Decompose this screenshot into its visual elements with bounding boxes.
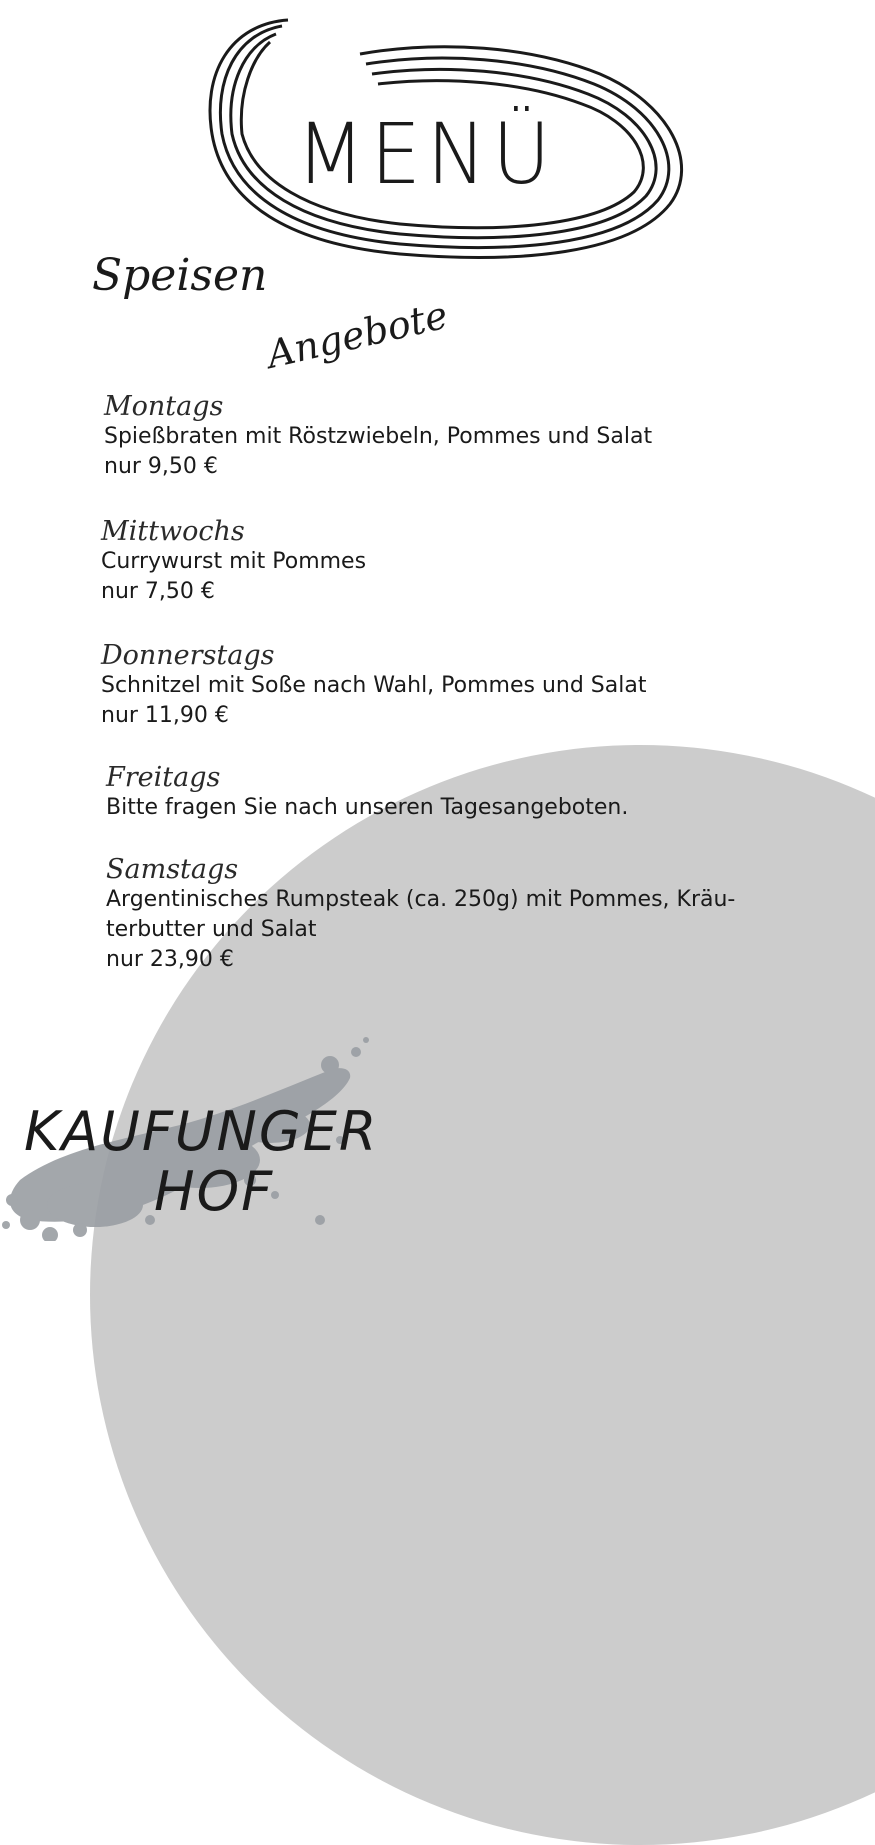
day-name: Freitags bbox=[106, 762, 221, 793]
dish-description-line-2: terbutter und Salat bbox=[106, 917, 317, 942]
offer-thursday bbox=[101, 641, 781, 731]
dish-price: nur 9,50 € bbox=[104, 454, 218, 479]
section-title-speisen: Speisen bbox=[92, 250, 268, 301]
dish-description: Schnitzel mit Soße nach Wahl, Pommes und Salat bbox=[101, 673, 647, 698]
menu-title: MENÜ bbox=[296, 105, 557, 203]
logo-line-hof: HOF bbox=[154, 1160, 275, 1223]
logo-line-kaufunger: KAUFUNGER bbox=[24, 1100, 379, 1163]
offer-wednesday bbox=[101, 517, 781, 607]
day-name: Donnerstags bbox=[101, 640, 275, 671]
dish-description: Spießbraten mit Röstzwiebeln, Pommes und Salat bbox=[104, 424, 653, 449]
restaurant-logo bbox=[24, 1102, 424, 1222]
dish-price: nur 11,90 € bbox=[101, 703, 229, 728]
offer-saturday bbox=[106, 855, 786, 975]
dish-price: nur 7,50 € bbox=[101, 579, 215, 604]
day-name: Mittwochs bbox=[101, 516, 245, 547]
dish-description-line-1: Argentinisches Rumpsteak (ca. 250g) mit Pommes, Kräu- bbox=[106, 887, 736, 912]
dish-description: Bitte fragen Sie nach unseren Tagesangeboten. bbox=[106, 795, 629, 820]
day-name: Montags bbox=[104, 391, 224, 422]
offer-friday bbox=[106, 763, 786, 823]
offers-title: Angebote bbox=[262, 292, 452, 377]
dish-description: Currywurst mit Pommes bbox=[101, 549, 367, 574]
dish-price: nur 23,90 € bbox=[106, 947, 234, 972]
day-name: Samstags bbox=[106, 854, 239, 885]
offer-monday bbox=[104, 392, 784, 482]
